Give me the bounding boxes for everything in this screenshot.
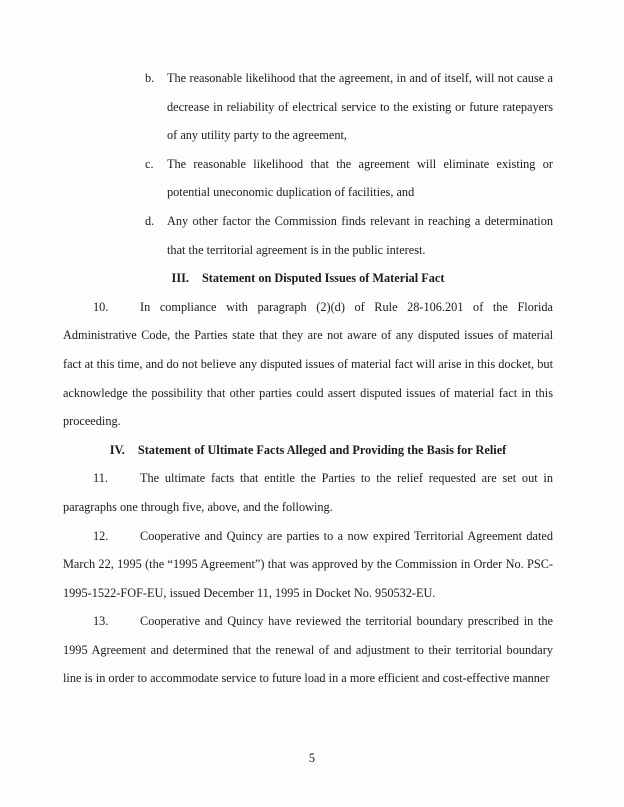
list-item-text: The reasonable likelihood that the agreement will eliminate existing or potential uneconomic duplication of facilities, and [167,156,553,200]
heading-numeral: IV. [109,442,125,457]
paragraph-number: 10. [93,299,109,314]
paragraph-text: The ultimate facts that entitle the Parties to the relief requested are set out in paragraphs one through five, above, and the following. [63,471,553,514]
list-item-b [63,64,553,150]
heading-numeral: III. [171,271,189,286]
heading-title: Statement of Ultimate Facts Alleged and Providing the Basis for Relief [137,442,507,457]
section-heading-iv [63,436,553,465]
paragraph-10 [63,293,553,436]
paragraph-11 [63,464,553,521]
paragraph-text: In compliance with paragraph (2)(d) of Rule 28-106.201 of the Florida Administrative Code, the Parties state that they are not aware of any disputed issues of material fact at this time, and do not believe any disputed issues of material fact will arise in this docket, but acknowledge the possibility that other parties could assert disputed issues of material fact in this proceeding. [63,299,553,429]
heading-title: Statement on Disputed Issues of Material Fact [201,271,445,286]
document-body [63,64,553,693]
list-item-text: Any other factor the Commission finds relevant in reaching a determination that the territorial agreement is in the public interest. [167,213,553,257]
paragraph-text: Cooperative and Quincy are parties to a now expired Territorial Agreement dated March 22, 1995 (the “1995 Agreement”) that was approved by the Commission in Order No. PSC-1995-1522-FOF-EU, issued December 11, 1995 in Docket No. 950532-EU. [63,528,553,600]
paragraph-number: 11. [93,471,108,486]
list-item-d [63,207,553,264]
paragraph-text: Cooperative and Quincy have reviewed the territorial boundary prescribed in the 1995 Agreement and determined that the renewal of and adjustment to their territorial boundary line is in order to accommodate service to future load in a more efficient and cost-effective manner [63,614,553,686]
paragraph-13 [63,607,553,693]
list-item-text: The reasonable likelihood that the agreement, in and of itself, will not cause a decrease in reliability of electrical service to the existing or future ratepayers of any utility party to the agreement, [167,71,553,143]
page-number: 5 [308,751,316,765]
list-item-marker: d. [145,213,155,228]
paragraph-number: 12. [93,528,109,543]
list-item-marker: c. [145,156,154,171]
paragraph-12 [63,522,553,608]
list-item-marker: b. [145,71,155,85]
list-item-c [63,150,553,207]
paragraph-number: 13. [93,614,109,629]
section-heading-iii [63,264,553,293]
